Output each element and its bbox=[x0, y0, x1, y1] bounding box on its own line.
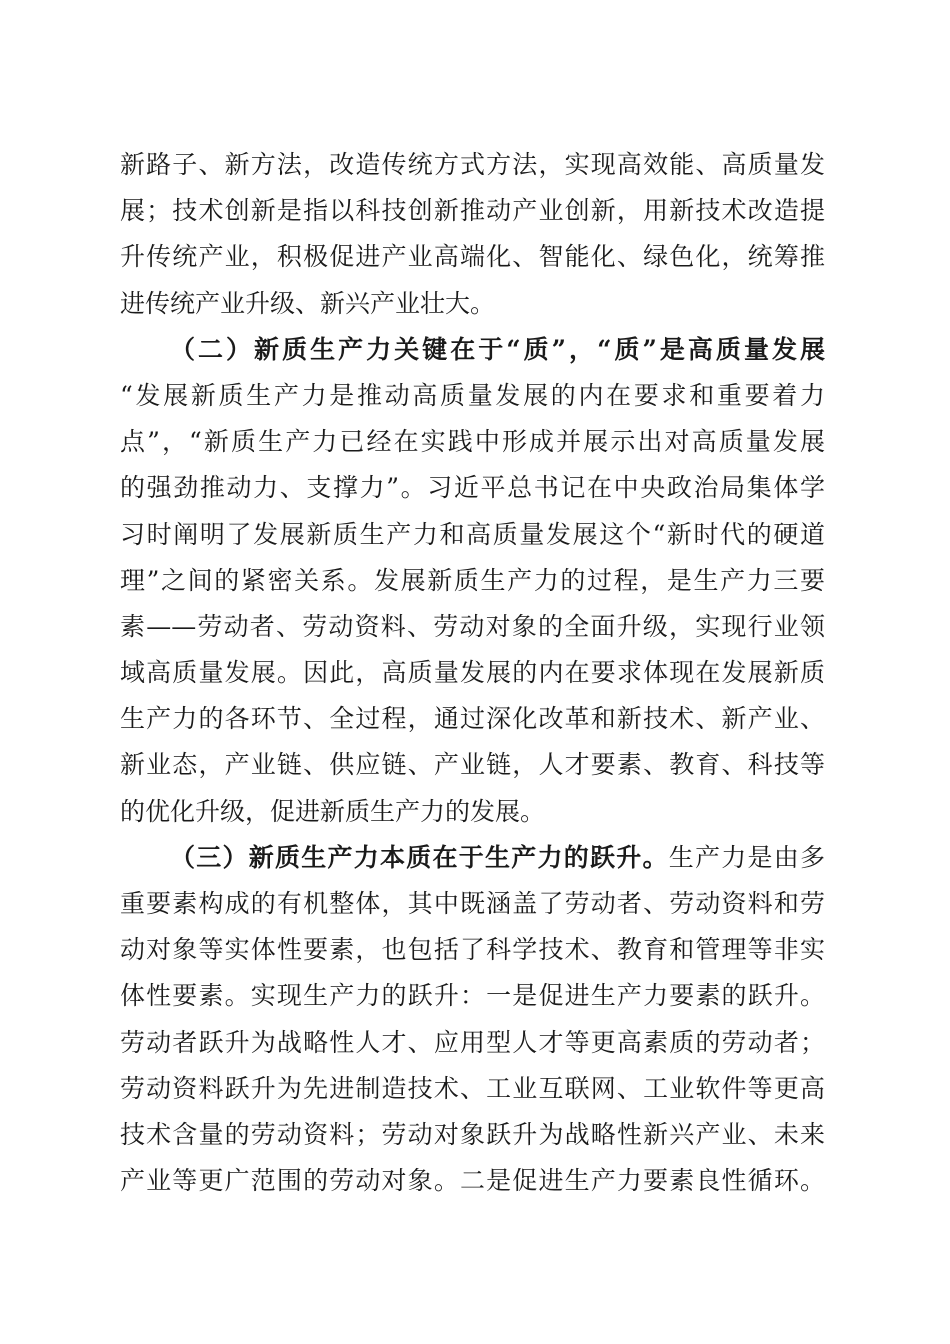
text-line: 理”之间的紧密关系。发展新质生产力的过程，是生产力三要 bbox=[120, 565, 825, 595]
text-line: 习时阐明了发展新质生产力和高质量发展这个“新时代的硬道 bbox=[120, 519, 825, 549]
section-heading-3: （三）新质生产力本质在于生产力的跃升。 bbox=[170, 842, 669, 872]
text-line: 素——劳动者、劳动资料、劳动对象的全面升级，实现行业领 bbox=[120, 611, 825, 641]
text-line: 的强劲推动力、支撑力”。习近平总书记在中央政治局集体学 bbox=[120, 473, 825, 503]
text-line: 域高质量发展。因此，高质量发展的内在要求体现在发展新质 bbox=[120, 658, 825, 688]
text-line: 生产力的各环节、全过程，通过深化改革和新技术、新产业、 bbox=[120, 704, 825, 734]
text-line: 新路子、新方法，改造传统方式方法，实现高效能、高质量发 bbox=[120, 150, 825, 179]
text-line: 进传统产业升级、新兴产业壮大。 bbox=[120, 288, 496, 318]
text-line: 劳动者跃升为战略性人才、应用型人才等更高素质的劳动者； bbox=[120, 1027, 825, 1057]
text-line: 劳动资料跃升为先进制造技术、工业互联网、工业软件等更高 bbox=[120, 1073, 825, 1103]
section-heading-2: （二）新质生产力关键在于“质”，“质”是高质量发展 bbox=[170, 334, 825, 364]
text-line: 展；技术创新是指以科技创新推动产业创新，用新技术改造提 bbox=[120, 196, 825, 226]
text-line: 体性要素。实现生产力的跃升：一是促进生产力要素的跃升。 bbox=[120, 981, 825, 1011]
text-line: 技术含量的劳动资料；劳动对象跃升为战略性新兴产业、未来 bbox=[120, 1119, 825, 1149]
text-line: 的优化升级，促进新质生产力的发展。 bbox=[120, 796, 546, 826]
text-line: 动对象等实体性要素，也包括了科学技术、教育和管理等非实 bbox=[120, 935, 825, 965]
body-text bbox=[120, 142, 825, 1204]
text-fragment: 生产力是由多 bbox=[668, 842, 825, 872]
text-line: 新业态，产业链、供应链、产业链，人才要素、教育、科技等 bbox=[120, 750, 825, 780]
text-line: “发展新质生产力是推动高质量发展的内在要求和重要着力 bbox=[120, 380, 825, 410]
text-line: 重要素构成的有机整体，其中既涵盖了劳动者、劳动资料和劳 bbox=[120, 889, 825, 918]
text-line: 升传统产业，积极促进产业高端化、智能化、绿色化，统筹推 bbox=[120, 242, 825, 272]
section-heading-3-line bbox=[120, 835, 825, 881]
text-line: 产业等更广范围的劳动对象。二是促进生产力要素良性循环。 bbox=[120, 1166, 825, 1196]
text-line: 点”，“新质生产力已经在实践中形成并展示出对高质量发展 bbox=[120, 427, 825, 457]
